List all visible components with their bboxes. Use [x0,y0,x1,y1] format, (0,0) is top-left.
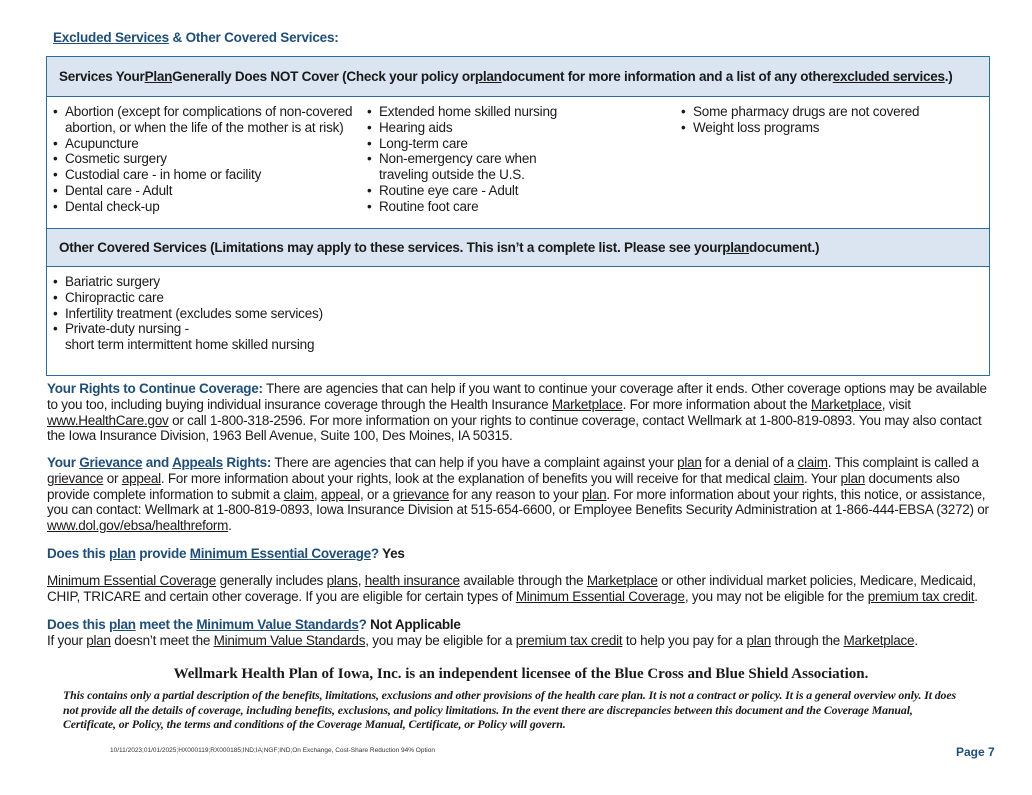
mec-link[interactable]: Minimum Essential Coverage [515,588,685,604]
list-item: • Dental check-up [53,199,352,215]
list-item: • Some pharmacy drugs are not covered [681,104,919,120]
excluded-services-link[interactable]: excluded services [832,69,945,84]
plan-link[interactable]: plan [746,632,771,648]
list-item: • Abortion (except for complications of non-covered [53,104,352,120]
list-item: • Infertility treatment (excludes some services) [53,306,323,322]
mvs-question: Does this plan meet the Minimum Value Standards? Not Applicable [47,617,461,632]
excluded-services-link[interactable]: Excluded Services [53,30,169,45]
dol-ebsa-link[interactable]: www.dol.gov/ebsa/healthreform [47,518,229,534]
list-item: • Hearing aids [367,120,557,136]
not-covered-header: Services Your Plan Generally Does NOT Cover (Check your policy or plan document for more information and a list of any other excluded services .) [47,57,989,97]
mvs-link[interactable]: Minimum Value Standards [196,617,359,632]
mvs-link[interactable]: Minimum Value Standards [213,632,366,648]
claim-link[interactable]: claim [797,455,828,470]
plan-link[interactable]: plan [474,69,502,84]
list-item-continuation: traveling outside the U.S. [379,167,525,183]
list-item: • Cosmetic surgery [53,151,352,167]
plan-link[interactable]: plan [86,632,111,648]
mec-question: Does this plan provide Minimum Essential Coverage? Yes [47,546,405,561]
plan-link[interactable]: plan [722,240,750,255]
list-item: • Weight loss programs [681,120,919,136]
licensee-statement: Wellmark Health Plan of Iowa, Inc. is an independent licensee of the Blue Cross and Blue Shield Association. [173,666,869,682]
other-covered-body [47,267,989,375]
list-item: • Dental care - Adult [53,183,352,199]
premium-tax-credit-link[interactable]: premium tax credit [867,588,975,604]
mec-paragraph: Minimum Essential Coverage generally includes plans, health insurance available through the Marketplace or other individual market policies, Medicare, Medicaid, CHIP, TRICARE and certain other coverage. If you are eligible for certain types of Minimum Essential Coverage, you may not be eligible for the premium tax credit. [47,573,978,604]
not-covered-list-2 [367,104,557,215]
page-number: Page 7 [956,745,995,759]
list-item: • Custodial care - in home or facility [53,167,352,183]
plan-link[interactable]: plan [109,617,136,632]
list-item: • Chiropractic care [53,290,323,306]
mec-link[interactable]: Minimum Essential Coverage [189,546,371,561]
plan-link[interactable]: plan [840,470,866,486]
other-covered-list [53,274,323,353]
mec-link[interactable]: Minimum Essential Coverage [47,573,217,588]
list-item: • Extended home skilled nursing [367,104,557,120]
plan-link[interactable]: plan [109,546,136,561]
list-item-continuation: short term intermittent home skilled nursing [65,337,315,353]
marketplace-link[interactable]: Marketplace [810,396,882,412]
marketplace-link[interactable]: Marketplace [586,573,658,588]
grievance-paragraph: Your Grievance and Appeals Rights: There are agencies that can help if you have a complaint against your plan for a denial of a claim. This complaint is called a grievance or appeal. For more information about your rights, look at the explanation of benefits you will receive for that medical claim. Your plan documents also provide complete information to submit a claim, appeal, or a grievance for any reason to your plan. For more information about your rights, this notice, or assistance, you can contact: Wellmark at 1-800-819-0893, Iowa Insurance Division at 515-654-6600, or Employee Benefits Security Administration at 1-866-444-EBSA (3272) or www.dol.gov/ebsa/healthreform. [47,455,989,534]
appeal-link[interactable]: appeal [320,486,360,502]
plans-link[interactable]: plans [326,573,358,588]
other-covered-header: Other Covered Services (Limitations may apply to these services. This isn’t a complete list. Please see your plan document.) [47,229,989,267]
footer-code: 10/11/2023;01/01/2025;HX000119;RX000185;IND;IA;NGF;IND;On Exchange, Cost-Share Reduction 94% Option [110,747,435,754]
rights-paragraph: Your Rights to Continue Coverage: There are agencies that can help if you want to continue your coverage after it ends. Other coverage options may be available to you too, including buying individual insurance coverage through the Health Insurance Marketplace. For more information about the Marketplace, visit www.HealthCare.gov or call 1-800-318-2596. For more information on your rights to continue coverage, contact Wellmark at 1-800-819-0893. You may also contact the Iowa Insurance Division, 1963 Bell Avenue, Suite 100, Des Moines, IA 50315. [47,381,987,444]
appeals-link[interactable]: Appeals [172,455,223,470]
health-insurance-link[interactable]: health insurance [364,573,460,588]
plan-link[interactable]: plan [581,486,607,502]
marketplace-link[interactable]: Marketplace [843,632,915,648]
list-item: • Private-duty nursing - [53,321,323,337]
premium-tax-credit-link[interactable]: premium tax credit [515,632,623,648]
not-covered-box [46,56,990,229]
claim-link[interactable]: claim [773,470,804,486]
disclaimer: This contains only a partial description of the benefits, limitations, exclusions and other provisions of the health care plan. It is not a contract or policy. It is a general overview only. It does not provide all the details of coverage, including benefits, exclusions, and policy limitations. In the event there are discrepancies between this document and the Coverage Manual, Certificate, or Policy, the terms and conditions of the Coverage Manual, Certificate, or Policy will govern. [63,688,956,732]
list-item: • Acupuncture [53,136,352,152]
plan-link[interactable]: Plan [144,69,173,84]
list-item: • Routine eye care - Adult [367,183,557,199]
mvs-line: If your plan doesn’t meet the Minimum Value Standards, you may be eligible for a premium tax credit to help you pay for a plan through the Marketplace. [47,632,918,648]
grievance-link[interactable]: grievance [47,470,104,486]
marketplace-link[interactable]: Marketplace [551,396,623,412]
grievance-link[interactable]: grievance [392,486,450,502]
list-item: • Non-emergency care when [367,151,557,167]
claim-link[interactable]: claim [283,486,314,502]
list-item: • Long-term care [367,136,557,152]
grievance-link[interactable]: Grievance [79,455,143,470]
healthcare-gov-link[interactable]: www.HealthCare.gov [47,412,169,428]
mvs-answer: Not Applicable [366,617,461,632]
list-item-continuation: abortion, or when the life of the mother is at risk) [65,119,344,135]
list-item: • Bariatric surgery [53,274,323,290]
rights-heading: Your Rights to Continue Coverage: [47,381,263,396]
list-item: • Routine foot care [367,199,557,215]
grievance-heading: Your Grievance and Appeals Rights: [47,455,272,470]
not-covered-list-1 [53,104,352,215]
mec-answer: Yes [378,546,405,561]
not-covered-body [47,97,989,227]
section-title: Excluded Services & Other Covered Services: [53,30,339,45]
appeal-link[interactable]: appeal [121,470,161,486]
mvs-section [47,617,992,649]
not-covered-list-3 [681,104,919,136]
other-covered-box [46,228,990,376]
plan-link[interactable]: plan [677,455,702,470]
